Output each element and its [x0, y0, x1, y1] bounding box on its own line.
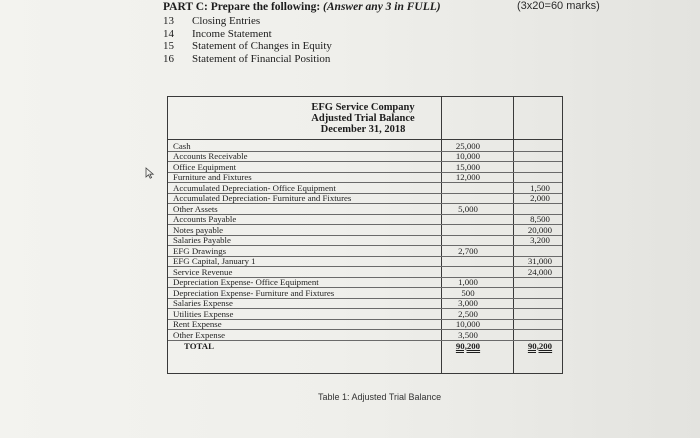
- task-item: [163, 28, 332, 41]
- account-name: Accounts Receivable: [173, 151, 248, 161]
- total-debit: 90,200: [455, 340, 481, 351]
- debit-amount: 25,000: [455, 140, 481, 151]
- credit-amount: 20,000: [527, 224, 553, 235]
- row-divider: [168, 203, 562, 204]
- row-divider: [168, 245, 562, 246]
- part-instruction: (Answer any 3 in FULL): [323, 1, 441, 13]
- account-name: Accumulated Depreciation- Furniture and Fixtures: [173, 193, 352, 203]
- account-name: Other Assets: [173, 203, 218, 214]
- debit-amount: 15,000: [455, 161, 481, 172]
- account-name: Accumulated Depreciation- Office Equipment: [173, 182, 336, 193]
- task-label: Closing Entries: [192, 15, 261, 27]
- account-name: EFG Capital, January 1: [173, 256, 256, 266]
- task-item: [163, 53, 332, 66]
- table-date: December 31, 2018: [320, 124, 406, 135]
- row-divider: [168, 340, 562, 341]
- account-name: Salaries Payable: [173, 235, 231, 245]
- credit-amount: 31,000: [527, 256, 553, 266]
- account-name: Rent Expense: [173, 319, 222, 329]
- row-divider: [168, 329, 562, 330]
- account-name: Depreciation Expense- Furniture and Fixtures: [173, 287, 335, 298]
- part-title: PART C: Prepare the following:: [163, 1, 321, 13]
- account-name: Cash: [173, 140, 191, 151]
- debit-amount: 3,000: [458, 298, 478, 308]
- table-caption: Table 1: Adjusted Trial Balance: [318, 392, 442, 402]
- account-name: Depreciation Expense- Office Equipment: [173, 277, 319, 287]
- credit-amount: 3,200: [530, 235, 550, 245]
- debit-amount: 10,000: [455, 151, 481, 161]
- account-name: Salaries Expense: [173, 298, 233, 308]
- task-number: 13: [163, 15, 174, 27]
- account-name: Service Revenue: [173, 266, 233, 277]
- total-credit: 90,200: [527, 340, 553, 351]
- credit-amount: 24,000: [527, 266, 553, 277]
- debit-amount: 2,500: [458, 308, 478, 319]
- account-name: EFG Drawings: [173, 245, 227, 256]
- task-number: 15: [163, 40, 174, 53]
- row-divider: [168, 319, 562, 320]
- total-label: TOTAL: [184, 340, 214, 351]
- account-name: Office Equipment: [173, 161, 237, 172]
- account-name: Utilities Expense: [173, 308, 234, 319]
- debit-amount: 3,500: [458, 329, 478, 340]
- table-header: [168, 97, 562, 140]
- mouse-pointer-icon: [145, 167, 155, 179]
- debit-amount: 5,000: [458, 203, 478, 214]
- task-item: [163, 15, 332, 28]
- credit-amount: 2,000: [530, 193, 550, 203]
- task-list: [163, 15, 332, 65]
- debit-amount: 1,000: [458, 277, 478, 287]
- task-item: [163, 40, 332, 53]
- debit-amount: 500: [461, 287, 475, 298]
- credit-amount: 1,500: [530, 182, 550, 193]
- account-name: Furniture and Fixtures: [173, 172, 252, 182]
- task-label: Income Statement: [192, 27, 272, 40]
- table-title: Adjusted Trial Balance: [311, 113, 415, 124]
- credit-amount: 8,500: [530, 214, 550, 224]
- task-number: 16: [163, 52, 174, 65]
- debit-amount: 10,000: [455, 319, 481, 329]
- row-divider: [168, 224, 562, 225]
- task-label: Statement of Changes in Equity: [192, 40, 332, 53]
- adjusted-trial-balance-table: [167, 96, 563, 374]
- debit-amount: 12,000: [455, 172, 481, 182]
- part-header: [163, 1, 441, 13]
- account-name: Other Expense: [173, 329, 226, 340]
- marks-label: (3x20=60 marks): [517, 0, 600, 12]
- task-number: 14: [163, 27, 174, 40]
- task-label: Statement of Financial Position: [192, 52, 331, 65]
- account-name: Notes payable: [173, 224, 224, 235]
- company-name: EFG Service Company: [311, 102, 415, 113]
- debit-amount: 2,700: [458, 245, 478, 256]
- account-name: Accounts Payable: [173, 214, 237, 224]
